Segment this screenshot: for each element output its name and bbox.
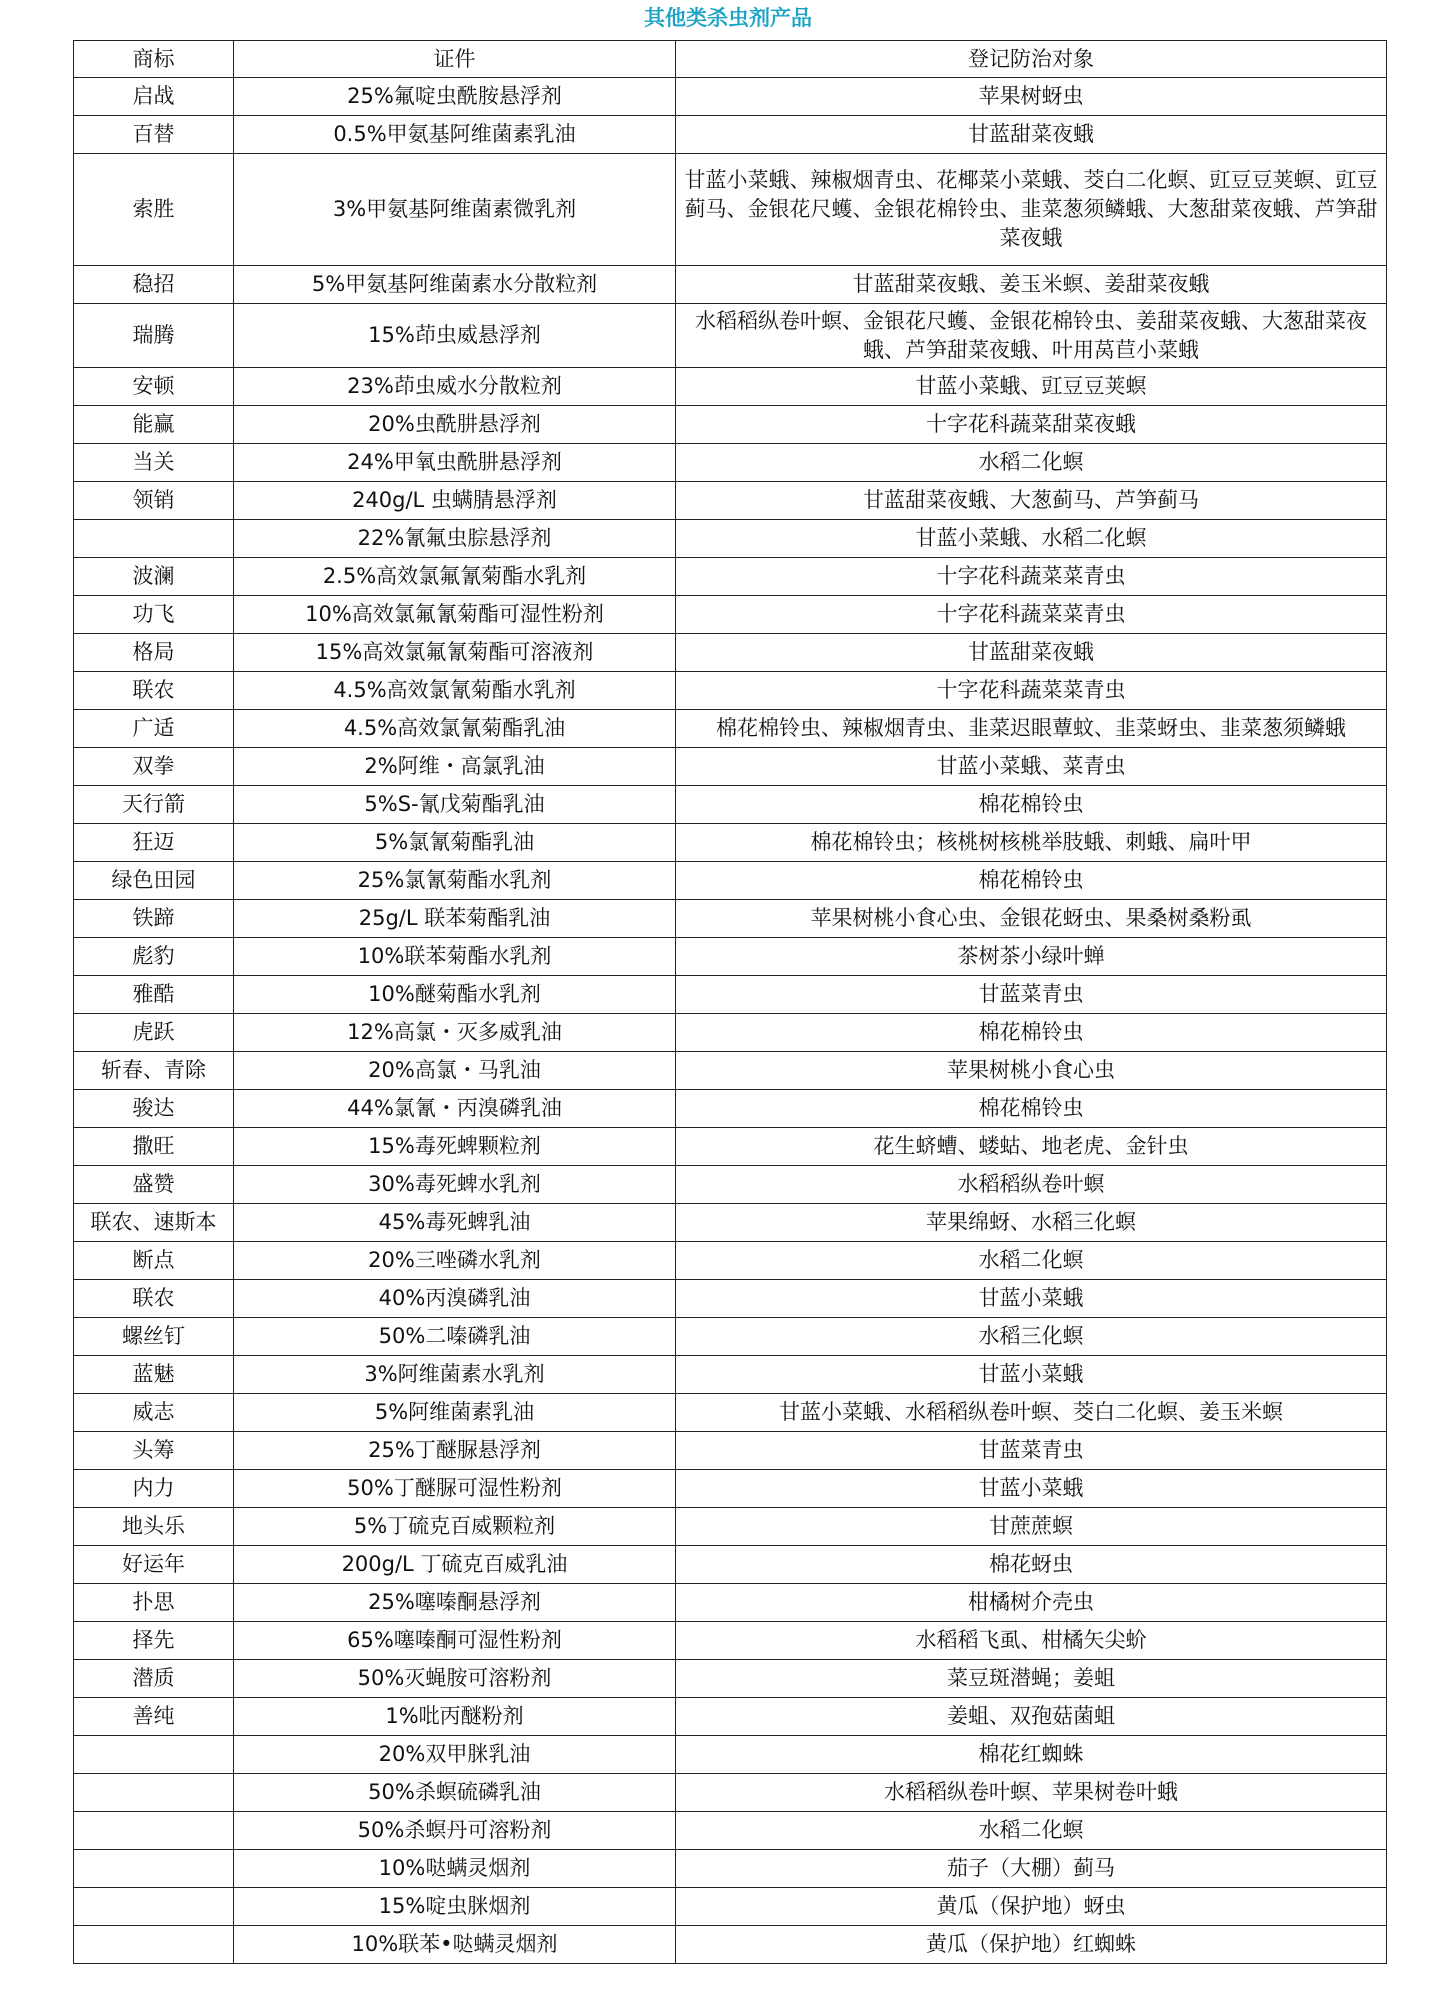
certificate-cell: 3%阿维菌素水乳剂 [234, 1356, 676, 1394]
table-row [74, 900, 1387, 938]
certificate-cell: 22%氰氟虫腙悬浮剂 [234, 520, 676, 558]
certificate-cell: 4.5%高效氯氰菊酯乳油 [234, 710, 676, 748]
target-cell: 甘蓝甜菜夜蛾 [676, 116, 1387, 154]
table-row [74, 304, 1387, 368]
target-cell: 棉花棉铃虫 [676, 862, 1387, 900]
page-title: 其他类杀虫剂产品 [644, 6, 812, 30]
brand-cell: 功飞 [74, 596, 234, 634]
certificate-cell: 25%氯氰菊酯水乳剂 [234, 862, 676, 900]
certificate-cell: 20%三唑磷水乳剂 [234, 1242, 676, 1280]
brand-cell: 领销 [74, 482, 234, 520]
table-row [74, 482, 1387, 520]
table-row [74, 1622, 1387, 1660]
table-row [74, 444, 1387, 482]
table-row [74, 1812, 1387, 1850]
certificate-cell: 23%茚虫威水分散粒剂 [234, 368, 676, 406]
brand-cell [74, 1850, 234, 1888]
brand-cell: 能赢 [74, 406, 234, 444]
brand-cell: 蓝魅 [74, 1356, 234, 1394]
table-row [74, 78, 1387, 116]
table-header-row [74, 41, 1387, 78]
brand-cell: 天行箭 [74, 786, 234, 824]
table-row [74, 1470, 1387, 1508]
certificate-cell: 4.5%高效氯氰菊酯水乳剂 [234, 672, 676, 710]
certificate-cell: 44%氯氰・丙溴磷乳油 [234, 1090, 676, 1128]
target-cell: 棉花棉铃虫 [676, 1090, 1387, 1128]
target-cell: 菜豆斑潜蝇；姜蛆 [676, 1660, 1387, 1698]
table-row [74, 1850, 1387, 1888]
table-row [74, 1052, 1387, 1090]
certificate-cell: 40%丙溴磷乳油 [234, 1280, 676, 1318]
certificate-cell: 5%阿维菌素乳油 [234, 1394, 676, 1432]
brand-cell: 善纯 [74, 1698, 234, 1736]
target-cell: 苹果绵蚜、水稻三化螟 [676, 1204, 1387, 1242]
target-cell: 棉花棉铃虫、辣椒烟青虫、韭菜迟眼蕈蚊、韭菜蚜虫、韭菜葱须鳞蛾 [676, 710, 1387, 748]
certificate-cell: 10%醚菊酯水乳剂 [234, 976, 676, 1014]
certificate-cell: 0.5%甲氨基阿维菌素乳油 [234, 116, 676, 154]
certificate-cell: 24%甲氧虫酰肼悬浮剂 [234, 444, 676, 482]
brand-cell: 索胜 [74, 154, 234, 266]
certificate-cell: 25g/L 联苯菊酯乳油 [234, 900, 676, 938]
target-cell: 甘蓝小菜蛾、水稻稻纵卷叶螟、茭白二化螟、姜玉米螟 [676, 1394, 1387, 1432]
table-row [74, 1090, 1387, 1128]
brand-cell: 狂迈 [74, 824, 234, 862]
brand-cell [74, 1774, 234, 1812]
table-row [74, 368, 1387, 406]
certificate-cell: 5%甲氨基阿维菌素水分散粒剂 [234, 266, 676, 304]
table-row [74, 710, 1387, 748]
target-cell: 棉花蚜虫 [676, 1546, 1387, 1584]
table-body [74, 78, 1387, 1964]
certificate-cell: 200g/L 丁硫克百威乳油 [234, 1546, 676, 1584]
brand-cell: 斩春、青除 [74, 1052, 234, 1090]
brand-cell: 百替 [74, 116, 234, 154]
brand-cell [74, 1888, 234, 1926]
certificate-cell: 65%噻嗪酮可湿性粉剂 [234, 1622, 676, 1660]
brand-cell [74, 1812, 234, 1850]
brand-cell: 当关 [74, 444, 234, 482]
table-row [74, 1128, 1387, 1166]
certificate-cell: 1%吡丙醚粉剂 [234, 1698, 676, 1736]
target-cell: 甘蓝甜菜夜蛾 [676, 634, 1387, 672]
table-row [74, 1774, 1387, 1812]
certificate-cell: 50%灭蝇胺可溶粉剂 [234, 1660, 676, 1698]
target-cell: 茶树茶小绿叶蝉 [676, 938, 1387, 976]
brand-cell [74, 1736, 234, 1774]
target-cell: 甘蓝小菜蛾 [676, 1470, 1387, 1508]
target-cell: 水稻稻飞虱、柑橘矢尖蚧 [676, 1622, 1387, 1660]
target-cell: 十字花科蔬菜菜青虫 [676, 558, 1387, 596]
table-row [74, 1014, 1387, 1052]
table-row [74, 1318, 1387, 1356]
certificate-cell: 10%联苯•哒螨灵烟剂 [234, 1926, 676, 1964]
certificate-cell: 20%双甲脒乳油 [234, 1736, 676, 1774]
certificate-cell: 10%哒螨灵烟剂 [234, 1850, 676, 1888]
brand-cell: 好运年 [74, 1546, 234, 1584]
brand-cell: 雅酷 [74, 976, 234, 1014]
target-cell: 甘蓝甜菜夜蛾、大葱蓟马、芦笋蓟马 [676, 482, 1387, 520]
certificate-cell: 25%丁醚脲悬浮剂 [234, 1432, 676, 1470]
certificate-cell: 5%丁硫克百威颗粒剂 [234, 1508, 676, 1546]
table-row [74, 1204, 1387, 1242]
table-row [74, 938, 1387, 976]
table-row [74, 406, 1387, 444]
table-row [74, 786, 1387, 824]
brand-cell: 联农 [74, 672, 234, 710]
brand-cell: 联农 [74, 1280, 234, 1318]
certificate-cell: 15%毒死蜱颗粒剂 [234, 1128, 676, 1166]
brand-cell: 启战 [74, 78, 234, 116]
target-cell: 甘蓝菜青虫 [676, 976, 1387, 1014]
target-cell: 苹果树桃小食心虫、金银花蚜虫、果桑树桑粉虱 [676, 900, 1387, 938]
table-row [74, 266, 1387, 304]
table-row [74, 1242, 1387, 1280]
brand-cell: 格局 [74, 634, 234, 672]
table-row [74, 976, 1387, 1014]
target-cell: 姜蛆、双孢菇菌蛆 [676, 1698, 1387, 1736]
target-cell: 水稻二化螟 [676, 444, 1387, 482]
brand-cell: 地头乐 [74, 1508, 234, 1546]
table-row [74, 824, 1387, 862]
brand-cell: 安顿 [74, 368, 234, 406]
table-row [74, 520, 1387, 558]
header-certificate: 证件 [234, 41, 676, 78]
table-row [74, 862, 1387, 900]
brand-cell: 盛赞 [74, 1166, 234, 1204]
brand-cell: 瑞腾 [74, 304, 234, 368]
certificate-cell: 50%杀螟硫磷乳油 [234, 1774, 676, 1812]
certificate-cell: 20%虫酰肼悬浮剂 [234, 406, 676, 444]
brand-cell: 头筹 [74, 1432, 234, 1470]
target-cell: 花生蛴螬、蝼蛄、地老虎、金针虫 [676, 1128, 1387, 1166]
brand-cell: 择先 [74, 1622, 234, 1660]
table-row [74, 634, 1387, 672]
table-row [74, 558, 1387, 596]
target-cell: 十字花科蔬菜菜青虫 [676, 596, 1387, 634]
certificate-cell: 50%杀螟丹可溶粉剂 [234, 1812, 676, 1850]
target-cell: 十字花科蔬菜菜青虫 [676, 672, 1387, 710]
target-cell: 甘蓝小菜蛾 [676, 1280, 1387, 1318]
target-cell: 水稻稻纵卷叶螟 [676, 1166, 1387, 1204]
certificate-cell: 15%高效氯氟氰菊酯可溶液剂 [234, 634, 676, 672]
target-cell: 黄瓜（保护地）红蜘蛛 [676, 1926, 1387, 1964]
header-target: 登记防治对象 [676, 41, 1387, 78]
certificate-cell: 5%S-氰戊菊酯乳油 [234, 786, 676, 824]
target-cell: 甘蓝小菜蛾 [676, 1356, 1387, 1394]
table-row [74, 1584, 1387, 1622]
certificate-cell: 3%甲氨基阿维菌素微乳剂 [234, 154, 676, 266]
target-cell: 水稻二化螟 [676, 1812, 1387, 1850]
brand-cell [74, 1926, 234, 1964]
target-cell: 十字花科蔬菜甜菜夜蛾 [676, 406, 1387, 444]
table-row [74, 1356, 1387, 1394]
brand-cell: 双拳 [74, 748, 234, 786]
table-row [74, 1546, 1387, 1584]
brand-cell: 虎跃 [74, 1014, 234, 1052]
table-row [74, 1394, 1387, 1432]
target-cell: 棉花红蜘蛛 [676, 1736, 1387, 1774]
target-cell: 茄子（大棚）蓟马 [676, 1850, 1387, 1888]
target-cell: 苹果树蚜虫 [676, 78, 1387, 116]
brand-cell: 彪豹 [74, 938, 234, 976]
brand-cell: 联农、速斯本 [74, 1204, 234, 1242]
target-cell: 甘蓝小菜蛾、辣椒烟青虫、花椰菜小菜蛾、茭白二化螟、豇豆豆荚螟、豇豆蓟马、金银花尺蠖、金银花棉铃虫、韭菜葱须鳞蛾、大葱甜菜夜蛾、芦笋甜菜夜蛾 [676, 154, 1387, 266]
brand-cell: 撒旺 [74, 1128, 234, 1166]
table-row [74, 596, 1387, 634]
table-row [74, 748, 1387, 786]
target-cell: 甘蓝小菜蛾、菜青虫 [676, 748, 1387, 786]
brand-cell: 威志 [74, 1394, 234, 1432]
table-row [74, 1698, 1387, 1736]
brand-cell: 波澜 [74, 558, 234, 596]
certificate-cell: 50%二嗪磷乳油 [234, 1318, 676, 1356]
target-cell: 水稻稻纵卷叶螟、苹果树卷叶蛾 [676, 1774, 1387, 1812]
target-cell: 柑橘树介壳虫 [676, 1584, 1387, 1622]
target-cell: 水稻二化螟 [676, 1242, 1387, 1280]
brand-cell: 广适 [74, 710, 234, 748]
target-cell: 甘蓝菜青虫 [676, 1432, 1387, 1470]
certificate-cell: 45%毒死蜱乳油 [234, 1204, 676, 1242]
table-row [74, 1660, 1387, 1698]
brand-cell: 螺丝钉 [74, 1318, 234, 1356]
brand-cell: 内力 [74, 1470, 234, 1508]
certificate-cell: 10%高效氯氟氰菊酯可湿性粉剂 [234, 596, 676, 634]
target-cell: 棉花棉铃虫；核桃树核桃举肢蛾、刺蛾、扁叶甲 [676, 824, 1387, 862]
certificate-cell: 15%啶虫脒烟剂 [234, 1888, 676, 1926]
target-cell: 水稻稻纵卷叶螟、金银花尺蠖、金银花棉铃虫、姜甜菜夜蛾、大葱甜菜夜蛾、芦笋甜菜夜蛾、叶用莴苣小菜蛾 [676, 304, 1387, 368]
table-row [74, 116, 1387, 154]
table-row [74, 1888, 1387, 1926]
product-table [73, 40, 1387, 1964]
target-cell: 甘蓝小菜蛾、豇豆豆荚螟 [676, 368, 1387, 406]
brand-cell: 绿色田园 [74, 862, 234, 900]
brand-cell: 潜质 [74, 1660, 234, 1698]
table-row [74, 672, 1387, 710]
brand-cell: 扑思 [74, 1584, 234, 1622]
target-cell: 苹果树桃小食心虫 [676, 1052, 1387, 1090]
certificate-cell: 12%高氯・灭多威乳油 [234, 1014, 676, 1052]
table-row [74, 1508, 1387, 1546]
certificate-cell: 50%丁醚脲可湿性粉剂 [234, 1470, 676, 1508]
certificate-cell: 10%联苯菊酯水乳剂 [234, 938, 676, 976]
header-brand: 商标 [74, 41, 234, 78]
target-cell: 甘蓝甜菜夜蛾、姜玉米螟、姜甜菜夜蛾 [676, 266, 1387, 304]
brand-cell: 铁蹄 [74, 900, 234, 938]
brand-cell: 断点 [74, 1242, 234, 1280]
brand-cell [74, 520, 234, 558]
brand-cell: 骏达 [74, 1090, 234, 1128]
certificate-cell: 240g/L 虫螨腈悬浮剂 [234, 482, 676, 520]
target-cell: 甘蓝小菜蛾、水稻二化螟 [676, 520, 1387, 558]
target-cell: 甘蔗蔗螟 [676, 1508, 1387, 1546]
target-cell: 水稻三化螟 [676, 1318, 1387, 1356]
table-row [74, 154, 1387, 266]
certificate-cell: 20%高氯・马乳油 [234, 1052, 676, 1090]
certificate-cell: 2%阿维・高氯乳油 [234, 748, 676, 786]
target-cell: 棉花棉铃虫 [676, 1014, 1387, 1052]
certificate-cell: 2.5%高效氯氟氰菊酯水乳剂 [234, 558, 676, 596]
table-row [74, 1432, 1387, 1470]
certificate-cell: 5%氯氰菊酯乳油 [234, 824, 676, 862]
certificate-cell: 30%毒死蜱水乳剂 [234, 1166, 676, 1204]
table-row [74, 1280, 1387, 1318]
certificate-cell: 25%氟啶虫酰胺悬浮剂 [234, 78, 676, 116]
table-row [74, 1926, 1387, 1964]
target-cell: 棉花棉铃虫 [676, 786, 1387, 824]
brand-cell: 稳招 [74, 266, 234, 304]
certificate-cell: 15%茚虫威悬浮剂 [234, 304, 676, 368]
certificate-cell: 25%噻嗪酮悬浮剂 [234, 1584, 676, 1622]
table-row [74, 1166, 1387, 1204]
target-cell: 黄瓜（保护地）蚜虫 [676, 1888, 1387, 1926]
table-row [74, 1736, 1387, 1774]
